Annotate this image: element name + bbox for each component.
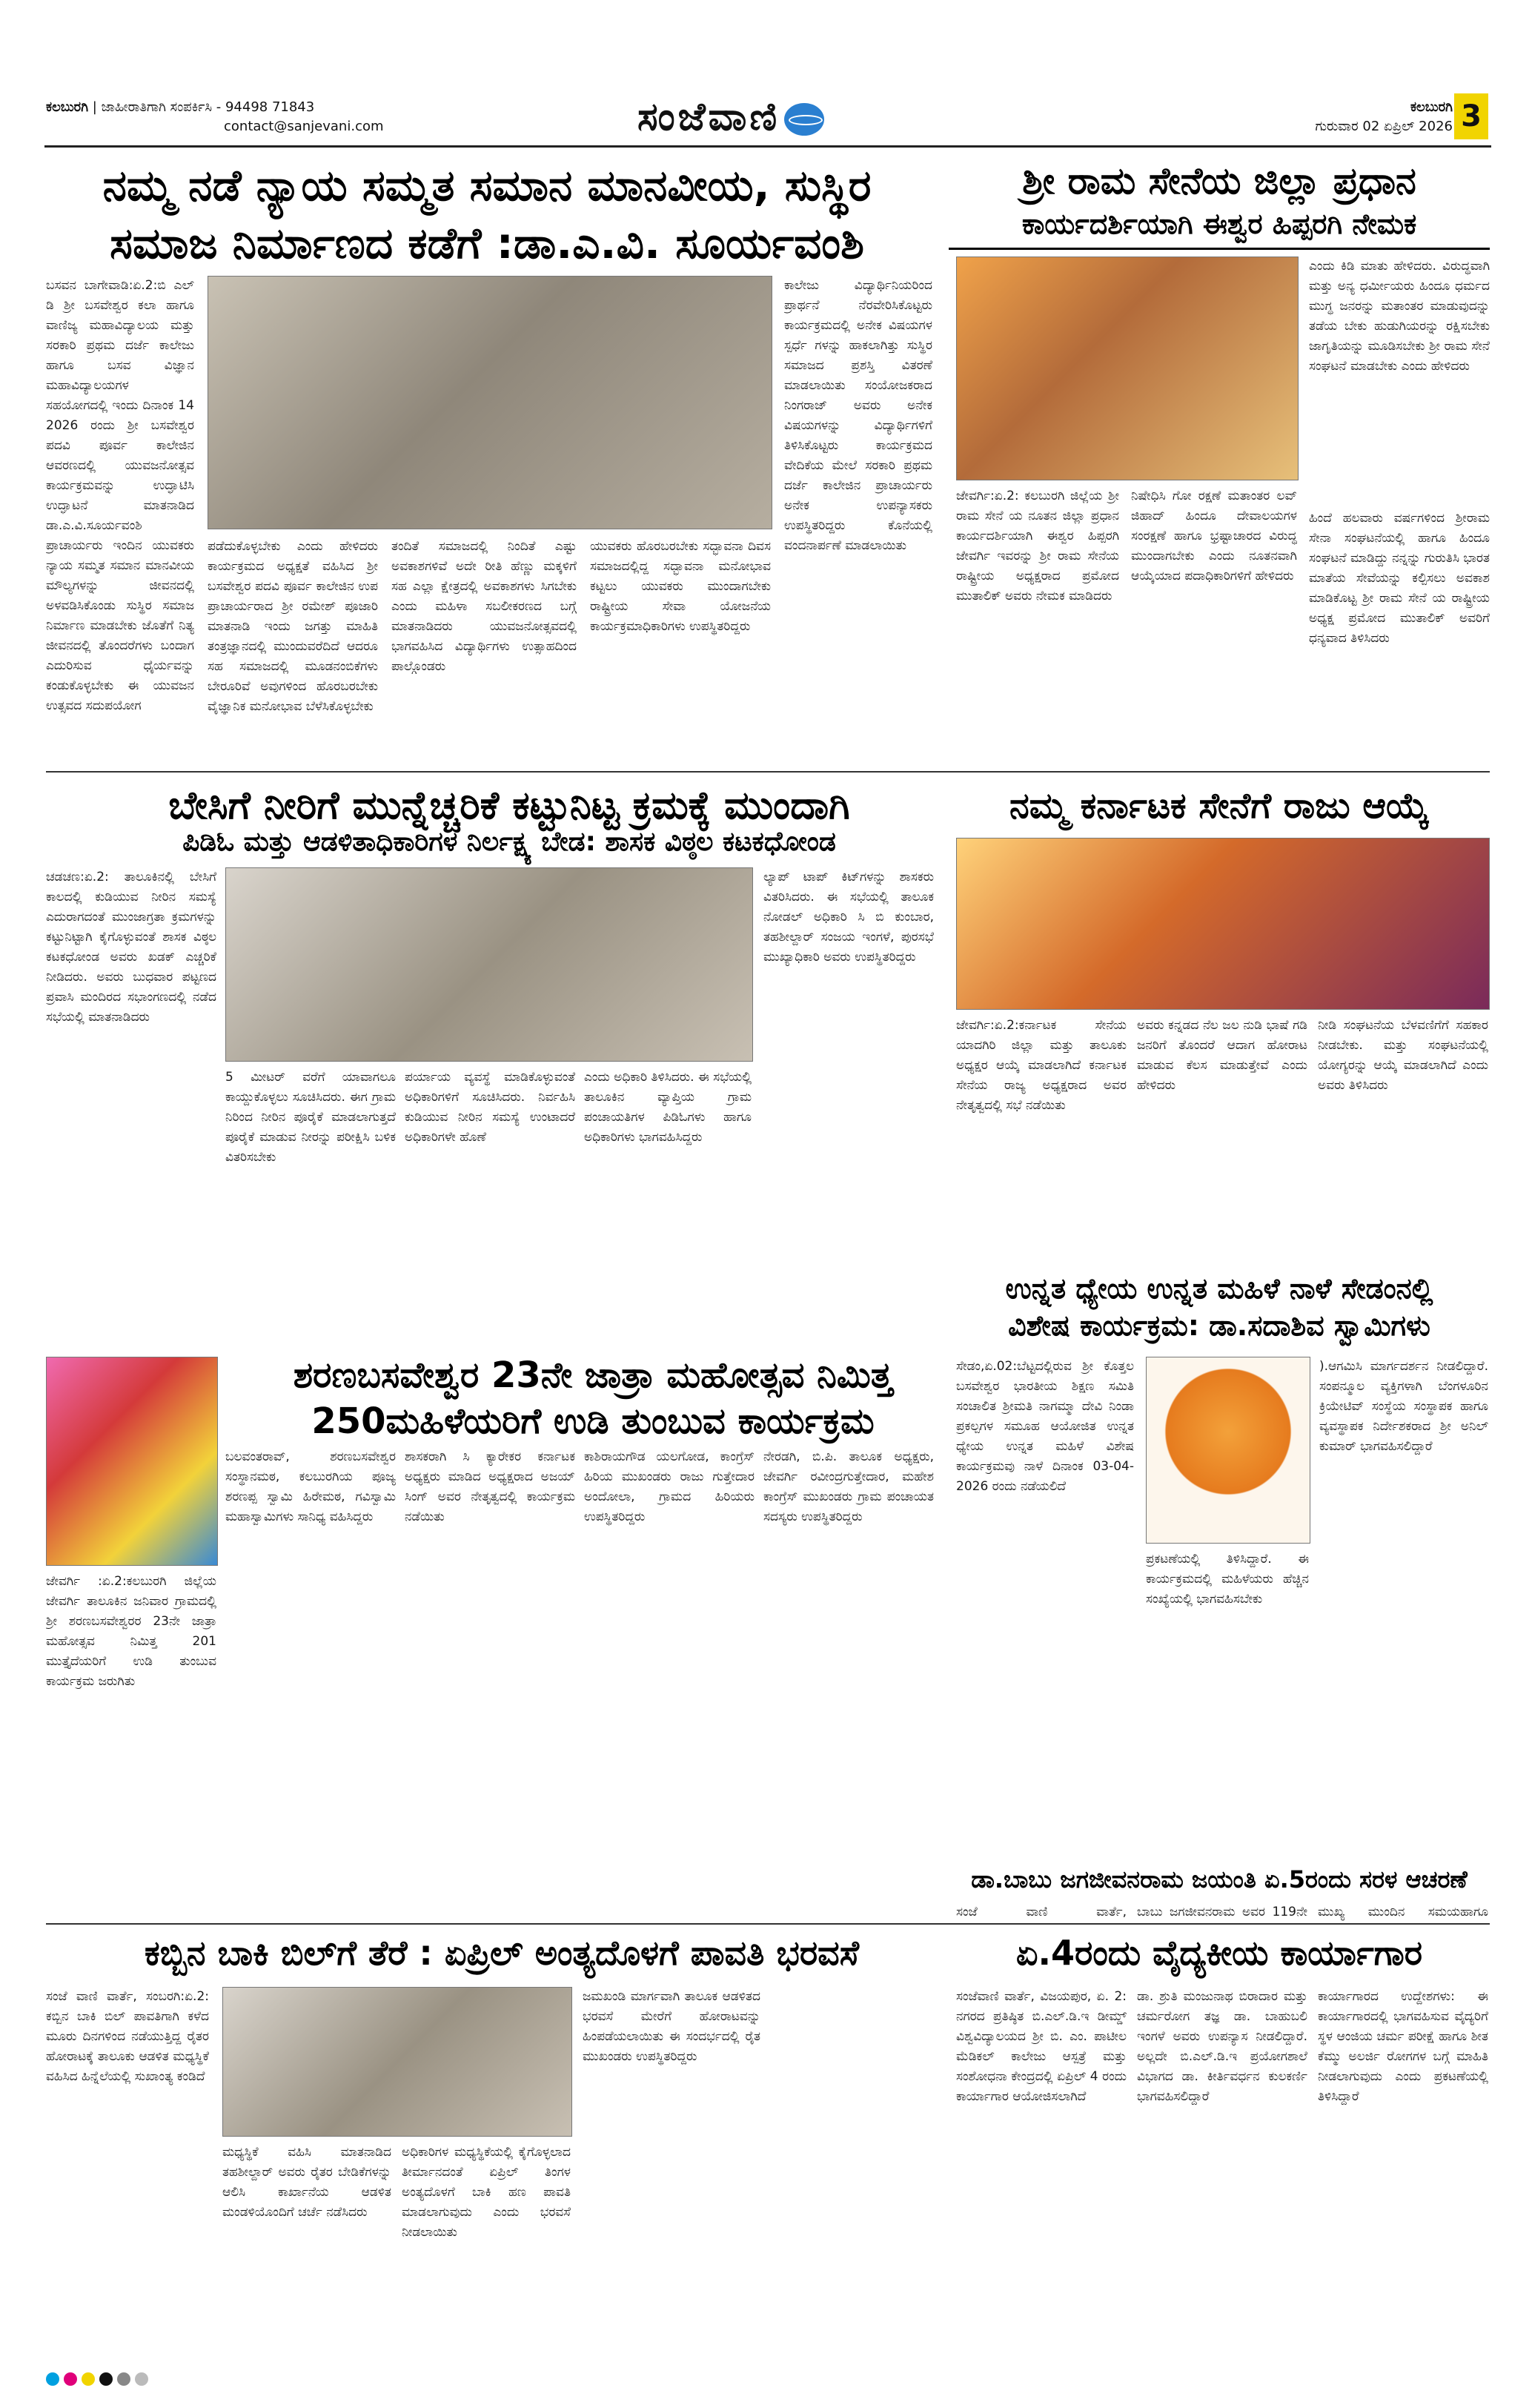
lead-photo — [208, 276, 772, 529]
jatra-headline-2: 250ಮಹಿಳೆಯರಿಗೆ ಉಡಿ ತುಂಬುವ ಕಾರ್ಯಕ್ರಮ — [311, 1400, 875, 1442]
divider-1 — [46, 771, 1490, 773]
ramsene-col-3: ನಿಷೇಧಿಸಿ ಗೋ ರಕ್ಷಣೆ ಮತಾಂತರ ಲವ್ ಜಿಹಾದ್ ಹಿಂದೂ ದೇವಾಲಯಗಳ ಸಂರಕ್ಷಣೆ ಹಾಗೂ ಭ್ರಷ್ಟಾಚಾರದ ವಿರುದ್ಧ ಮುಂದಾಗಬೇಕು ಎಂದು ನೂತನವಾಗಿ ಆಯ್ಕೆಯಾದ ಪದಾಧಿಕಾರಿಗಳಿಗೆ ಹೇಳಿದರು — [1131, 489, 1297, 583]
ramsene-rule — [949, 248, 1490, 250]
vaidya-col-1: ಸಂಜೆವಾಣಿ ವಾರ್ತೆ, ವಿಜಯಪುರ, ಏ. 2: ನಗರದ ಪ್ರತಿಷ್ಠಿತ ಬಿ.ಎಲ್.ಡಿ.ಇ ಡೀಮ್ಡ್ ವಿಶ್ವವಿದ್ಯಾಲಯದ ಶ್ರೀ ಬಿ. ಎಂ. ಪಾಟೀಲ ಮೆಡಿಕಲ್ ಕಾಲೇಜು ಆಸ್ಪತ್ರೆ ಮತ್ತು ಸಂಶೋಧನಾ ಕೇಂದ್ರದಲ್ಲಿ ಏಪ್ರಿಲ್ 4 ರಂದು ಕಾರ್ಯಾಗಾರ ಆಯೋಜಿಸಲಾಗಿದೆ — [956, 1989, 1127, 2104]
magenta-mark — [64, 2372, 77, 2386]
jatra-col-2: ಬಲವಂತರಾವ್, ಶರಣಬಸವೇಶ್ವರ ಸಂಸ್ಥಾನಮಠ, ಕಲಬುರಗಿಯ ಪೂಜ್ಯ ಶರಣಪ್ಪ ಸ್ವಾಮಿ ಹಿರೇಮಠ, ಗವಿಸ್ವಾಮಿ ಮಹಾಸ್ವಾಮಿಗಳು ಸಾನಿಧ್ಯ ವಹಿಸಿದ್ದರು — [225, 1449, 396, 1524]
masthead-city: ಕಲಬುರಗಿ — [46, 99, 89, 115]
raju-col-2: ಅವರು ಕನ್ನಡದ ನೆಲ ಜಲ ನುಡಿ ಭಾಷೆ ಗಡಿ ಜನರಿಗೆ ತೊಂದರೆ ಆದಾಗ ಹೋರಾಟ ಮಾಡುವ ಕೆಲಸ ಮಾಡುತ್ತೇವೆ ಎಂದು ಹೇಳಿದರು — [1137, 1018, 1307, 1093]
kabbu-col-4: ಜಮಖಂಡಿ ಮಾರ್ಗವಾಗಿ ತಾಲೂಕ ಆಡಳಿತದ ಭರವಸೆ ಮೇರೆಗೆ ಹೋರಾಟವನ್ನು ಹಿಂಪಡೆಯಲಾಯಿತು ಈ ಸಂದರ್ಭದಲ್ಲಿ ರೈತ ಮುಖಂಡರು ಉಪಸ್ಥಿತರಿದ್ದರು — [583, 1989, 760, 2064]
kabbu-col-1: ಸಂಜೆ ವಾಣಿ ವಾರ್ತೆ, ಸಂಬರಗಿ:ಏ.2: ಕಬ್ಬಿನ ಬಾಕಿ ಬಿಲ್ ಪಾವತಿಗಾಗಿ ಕಳೆದ ಮೂರು ದಿನಗಳಿಂದ ನಡೆಯುತ್ತಿದ್ದ ರೈತರ ಹೋರಾಟಕ್ಕೆ ತಾಲೂಕು ಆಡಳಿತ ಮಧ್ಯಸ್ಥಿಕೆ ವಹಿಸಿದ ಹಿನ್ನೆಲೆಯಲ್ಲಿ ಸುಖಾಂತ್ಯ ಕಂಡಿದೆ — [46, 1989, 209, 2084]
besige-subhead: ಪಿಡಿಓ ಮತ್ತು ಆಡಳಿತಾಧಿಕಾರಿಗಳ ನಿರ್ಲಕ್ಷ್ಯ ಬೇಡ: ಶಾಸಕ ವಿಠ್ಠಲ ಕಟಕಧೋಂಡ — [182, 827, 836, 857]
masthead-right — [1275, 98, 1453, 136]
unnata-col-1: ಸೇಡಂ,ಏ.02:ಬೆಟ್ಟದಲ್ಲಿರುವ ಶ್ರೀ ಕೊತ್ತಲ ಬಸವೇಶ್ವರ ಭಾರತೀಯ ಶಿಕ್ಷಣ ಸಮಿತಿ ಸಂಚಾಲಿತ ಶ್ರೀಮತಿ ನಾಗಮ್ಮಾ ದೇವಿ ನಿಂಡಾ ಪ್ರಕಲ್ಪಗಳ ಸಮೂಹ ಆಯೋಜಿತ ಉನ್ನತ ಧ್ಯೇಯ ಉನ್ನತ ಮಹಿಳೆ ವಿಶೇಷ ಕಾರ್ಯಕ್ರಮವು ನಾಳೆ ದಿನಾಂಕ 03-04-2026 ರಂದು ನಡೆಯಲಿದೆ — [956, 1359, 1134, 1494]
newspaper-logo — [637, 95, 829, 140]
ramsene-col-1: ಎಂದು ಕಿಡಿ ಮಾತು ಹೇಳಿದರು. ವಿರುದ್ಧವಾಗಿ ಮತ್ತು ಅನ್ಯ ಧರ್ಮೀಯರು ಹಿಂದೂ ಧರ್ಮದ ಮುಗ್ಧ ಜನರನ್ನು ಮತಾಂತರ ಮಾಡುವುದನ್ನು ತಡೆಯ ಬೇಕು ಹುಡುಗಿಯರನ್ನು ರಕ್ಷಿಸಬೇಕು ಜಾಗೃತಿಯನ್ನು ಮೂಡಿಸಬೇಕು ಶ್ರೀ ರಾಮ ಸೇನೆ ಸಂಘಟನೆ ಮಾಡಬೇಕು ಎಂದು ಹೇಳಿದರು — [1309, 259, 1490, 374]
lead-col-5: ಕಾಲೇಜು ವಿದ್ಯಾರ್ಥಿನಿಯರಿಂದ ಪ್ರಾರ್ಥನೆ ನೆರವೇರಿಸಿಕೊಟ್ಟರು ಕಾರ್ಯಕ್ರಮದಲ್ಲಿ ಅನೇಕ ವಿಷಯಗಳ ಸ್ಪರ್ಧೆ ಗಳನ್ನು ಹಾಕಲಾಗಿತ್ತು ಸುಸ್ಥಿರ ಸಮಾಜದ ಪ್ರಶಸ್ತಿ ವಿತರಣೆ ಮಾಡಲಾಯಿತು ಸಂಯೋಜಕರಾದ ನಿಂಗರಾಜ್ ಅವರು ಅನೇಕ ವಿಷಯಗಳನ್ನು ವಿದ್ಯಾರ್ಥಿಗಳಿಗೆ ತಿಳಿಸಿಕೊಟ್ಟರು ಕಾರ್ಯಕ್ರಮದ ವೇದಿಕೆಯ ಮೇಲೆ ಸರಕಾರಿ ಪ್ರಥಮ ದರ್ಜೆ ಕಾಲೇಜಿನ ಪ್ರಾಚಾರ್ಯರು ಅನೇಕ ಉಪನ್ಯಾಸಕರು ಉಪಸ್ಥಿತರಿದ್ದರು ಕೊನೆಯಲ್ಲಿ ವಂದನಾರ್ಪಣೆ ಮಾಡಲಾಯಿತು — [784, 278, 932, 553]
page-number: 3 — [1454, 93, 1488, 139]
lead-col-4: ಯುವಕರು ಹೊರಬರಬೇಕು ಸದ್ಭಾವನಾ ದಿವಸ ಸಮಾಜದಲ್ಲಿದ್ದ ಸದ್ಭಾವನಾ ಮನೋಭಾವ ಕಟ್ಟಲು ಯುವಕರು ಮುಂದಾಗಬೇಕು ರಾಷ್ಟ್ರೀಯ ಸೇವಾ ಯೋಜನೆಯ ಕಾರ್ಯಕ್ರಮಾಧಿಕಾರಿಗಳು ಉಪಸ್ಥಿತರಿದ್ದರು — [590, 539, 771, 634]
grey-mark — [117, 2372, 130, 2386]
jatra-photo — [46, 1357, 218, 1566]
unnata-headline-1: ಉನ್ನತ ಧ್ಯೇಯ ಉನ್ನತ ಮಹಿಳೆ ನಾಳೆ ಸೇಡಂನಲ್ಲಿ — [1005, 1272, 1433, 1305]
masthead-rule — [44, 145, 1491, 148]
kabbu-photo — [222, 1987, 572, 2137]
vaidya-col-2: ಡಾ. ಶ್ರುತಿ ಮಂಜುನಾಥ ಬಿರಾದಾರ ಮತ್ತು ಚರ್ಮರೋಗ ತಜ್ಞ ಡಾ. ಬಾಹುಬಲಿ ಇಂಗಳೆ ಅವರು ಉಪನ್ಯಾಸ ನೀಡಲಿದ್ದಾರೆ. ಅಲ್ಲದೇ ಬಿ.ಎಲ್.ಡಿ.ಇ ಪ್ರಯೋಗಶಾಲೆ ವಿಭಾಗದ ಡಾ. ಕೀರ್ತಿವರ್ಧನ ಕುಲಕರ್ಣಿ ಭಾಗವಹಿಸಲಿದ್ದಾರೆ — [1137, 1989, 1307, 2104]
babu-headline: ಡಾ.ಬಾಬು ಜಗಜೀವನರಾಮ ಜಯಂತಿ ಏ.5ರಂದು ಸರಳ ಆಚರಣೆ — [971, 1865, 1468, 1893]
besige-col-1: ಚಡಚಣ:ಏ.2: ತಾಲೂಕಿನಲ್ಲಿ ಬೇಸಿಗೆ ಕಾಲದಲ್ಲಿ ಕುಡಿಯುವ ನೀರಿನ ಸಮಸ್ಯೆ ಎದುರಾಗದಂತೆ ಮುಂಜಾಗ್ರತಾ ಕ್ರಮಗಳನ್ನು ಕಟ್ಟುನಿಟ್ಟಾಗಿ ಕೈಗೊಳ್ಳುವಂತೆ ಶಾಸಕ ವಿಠ್ಠಲ ಕಟಕಧೋಂಡ ಅವರು ಖಡಕ್ ಎಚ್ಚರಿಕೆ ನೀಡಿದರು. ಅವರು ಬುಧವಾರ ಪಟ್ಟಣದ ಪ್ರವಾಸಿ ಮಂದಿರದ ಸಭಾಂಗಣದಲ್ಲಿ ನಡೆದ ಸಭೆಯಲ್ಲಿ ಮಾತನಾಡಿದರು — [46, 870, 216, 1025]
cyan-mark — [46, 2372, 59, 2386]
divider-2 — [46, 1923, 1490, 1925]
masthead-left — [46, 98, 384, 136]
vaidya-col-3: ಕಾರ್ಯಾಗಾರದ ಉದ್ದೇಶಗಳು: ಈ ಕಾರ್ಯಾಗಾರದಲ್ಲಿ ಭಾಗವಹಿಸುವ ವೈದ್ಯರಿಗೆ ಸ್ಥಳ ಆಂಜಿಯ ಚರ್ಮ ಪರೀಕ್ಷೆ ಹಾಗೂ ಶೀತ ಕೆಮ್ಮು ಅಲರ್ಜಿ ರೋಗಗಳ ಬಗ್ಗೆ ಮಾಹಿತಿ ನೀಡಲಾಗುವುದು ಎಂದು ಪ್ರಕಟಣೆಯಲ್ಲಿ ತಿಳಿಸಿದ್ದಾರೆ — [1318, 1989, 1488, 2104]
raju-col-1: ಜೇವರ್ಗಿ:ಏ.2:ಕರ್ನಾಟಕ ಸೇನೆಯ ಯಾದಗಿರಿ ಜಿಲ್ಲಾ ಮತ್ತು ತಾಲೂಕು ಅಧ್ಯಕ್ಷರ ಆಯ್ಕೆ ಮಾಡಲಾಗಿದೆ ಕರ್ನಾಟಕ ಸೇನೆಯ ರಾಜ್ಯ ಅಧ್ಯಕ್ಷರಾದ ಅವರ ನೇತೃತ್ವದಲ್ಲಿ ಸಭೆ ನಡೆಯಿತು — [956, 1018, 1127, 1113]
kabbu-col-2: ಮಧ್ಯಸ್ಥಿಕೆ ವಹಿಸಿ ಮಾತನಾಡಿದ ತಹಶೀಲ್ದಾರ್ ಅವರು ರೈತರ ಬೇಡಿಕೆಗಳನ್ನು ಆಲಿಸಿ ಕಾರ್ಖಾನೆಯ ಆಡಳಿತ ಮಂಡಳಿಯೊಂದಿಗೆ ಚರ್ಚೆ ನಡೆಸಿದರು — [222, 2145, 391, 2220]
besige-col-5: ಲ್ಯಾಪ್ ಟಾಪ್ ಕಿಟ್‌ಗಳನ್ನು ಶಾಸಕರು ವಿತರಿಸಿದರು. ಈ ಸಭೆಯಲ್ಲಿ ತಾಲೂಕ ನೋಡಲ್ ಅಧಿಕಾರಿ ಸಿ ಬಿ ಕುಂಬಾರ, ತಹಶೀಲ್ದಾರ್ ಸಂಜಯ ಇಂಗಳೆ, ಪುರಸಭೆ ಮುಖ್ಯಾಧಿಕಾರಿ ಅವರು ಉಪಸ್ಥಿತರಿದ್ದರು — [763, 870, 934, 965]
jatra-headline-1: ಶರಣಬಸವೇಶ್ವರ 23ನೇ ಜಾತ್ರಾ ಮಹೋತ್ಸವ ನಿಮಿತ್ತ — [293, 1354, 893, 1396]
besige-photo — [225, 867, 753, 1062]
unnata-caption: ಪ್ರಕಟಣೆಯಲ್ಲಿ ತಿಳಿಸಿದ್ದಾರೆ. ಈ ಕಾರ್ಯಕ್ರಮದಲ್ಲಿ ಮಹಿಳೆಯರು ಹೆಚ್ಚಿನ ಸಂಖ್ಯೆಯಲ್ಲಿ ಭಾಗವಹಿಸಬೇಕು — [1146, 1552, 1309, 1607]
jatra-col-3: ಶಾಸಕರಾಗಿ ಸಿ ಕ್ಯಾರೇಕರ ಕರ್ನಾಟಕ ಅಧ್ಯಕ್ಷರು ಮಾಡಿದ ಅಧ್ಯಕ್ಷರಾದ ಅಜಯ್ ಸಿಂಗ್ ಅವರ ನೇತೃತ್ವದಲ್ಲಿ ಕಾರ್ಯಕ್ರಮ ನಡೆಯಿತು — [405, 1449, 575, 1524]
globe-icon — [784, 103, 824, 136]
lightgrey-mark — [135, 2372, 148, 2386]
unnata-headline-2: ವಿಶೇಷ ಕಾರ್ಯಕ್ರಮ: ಡಾ.ಸದಾಶಿವ ಸ್ವಾಮಿಗಳು — [1008, 1309, 1430, 1342]
jatra-col-4: ಕಾಶಿರಾಯಗೌಡ ಯಲಗೋಡ, ಕಾಂಗ್ರೆಸ್ ಹಿರಿಯ ಮುಖಂಡರು ರಾಜು ಗುತ್ತೇದಾರ ಅಂದೋಲಾ, ಗ್ರಾಮದ ಹಿರಿಯರು ಉಪಸ್ಥಿತರಿದ್ದರು — [584, 1449, 755, 1524]
lead-col-1: ಬಸವನ ಬಾಗೇವಾಡಿ:ಏ.2:ಬಿ ಎಲ್ ಡಿ ಶ್ರೀ ಬಸವೇಶ್ವರ ಕಲಾ ಹಾಗೂ ವಾಣಿಜ್ಯ ಮಹಾವಿದ್ಯಾಲಯ ಮತ್ತು ಸರಕಾರಿ ಪ್ರಥಮ ದರ್ಜೆ ಕಾಲೇಜು ಹಾಗೂ ಬಸವ ವಿಜ್ಞಾನ ಮಹಾವಿದ್ಯಾಲಯಗಳ ಸಹಯೋಗದಲ್ಲಿ ಇಂದು ದಿನಾಂಕ 14 2026 ರಂದು ಶ್ರೀ ಬಸವೇಶ್ವರ ಪದವಿ ಪೂರ್ವ ಕಾಲೇಜಿನ ಆವರಣದಲ್ಲಿ ಯುವಜನೋತ್ಸವ ಕಾರ್ಯಕ್ರಮವನ್ನು ಉದ್ಘಾಟಿಸಿ ಉದ್ಘಾಟನೆ ಮಾತನಾಡಿದ ಡಾ.ಎ.ವಿ.ಸೂರ್ಯವಂಶಿ ಪ್ರಾಚಾರ್ಯರು ಇಂದಿನ ಯುವಕರು ನ್ಯಾಯ ಸಮ್ಮತ ಸಮಾನ ಮಾನವೀಯ ಮೌಲ್ಯಗಳನ್ನು ಜೀವನದಲ್ಲಿ ಅಳವಡಿಸಿಕೊಂಡು ಸುಸ್ಥಿರ ಸಮಾಜ ನಿರ್ಮಾಣ ಮಾಡಬೇಕು ಜೊತೆಗೆ ನಿತ್ಯ ಜೀವನದಲ್ಲಿ ತೊಂದರೆಗಳು ಬಂದಾಗ ಎದುರಿಸುವ ಧೈರ್ಯವನ್ನು ಕಂಡುಕೊಳ್ಳಬೇಕು ಈ ಯುವಜನ ಉತ್ಸವದ ಸದುಪಯೋಗ — [46, 278, 194, 713]
swami-photo — [1146, 1357, 1310, 1544]
registration-marks — [46, 2372, 153, 2389]
lead-headline-2: ಸಮಾಜ ನಿರ್ಮಾಣದ ಕಡೆಗೆ :ಡಾ.ಎ.ವಿ. ಸೂರ್ಯವಂಶಿ — [110, 218, 864, 268]
babu-col-3: ಮುಖ್ಯ ಮುಂದಿನ ಸಮಯಹಾಗೂ — [1318, 1905, 1488, 1919]
ramsene-col-4: ಹಿಂದೆ ಹಲವಾರು ವರ್ಷಗಳಿಂದ ಶ್ರೀರಾಮ ಸೇನಾ ಸಂಘಟನೆಯಲ್ಲಿ ಹಾಗೂ ಹಿಂದೂ ಸಂಘಟನೆ ಮಾಡಿದ್ದು ನನ್ನನ್ನು ಗುರುತಿಸಿ ಭಾರತ ಮಾತೆಯ ಸೇವೆಯನ್ನು ಕಲ್ಪಿಸಲು ಅವಕಾಶ ಮಾಡಿಕೊಟ್ಟ ಶ್ರೀ ರಾಮ ಸೇನೆ ಯ ರಾಷ್ಟ್ರೀಯ ಅಧ್ಯಕ್ಷ ಪ್ರಮೋದ ಮುತಾಲಿಕ್ ಅವರಿಗೆ ಧನ್ಯವಾದ ತಿಳಿಸಿದರು — [1309, 511, 1490, 646]
raju-headline: ನಮ್ಮ ಕರ್ನಾಟಕ ಸೇನೆಗೆ ರಾಜು ಆಯ್ಕೆ — [1009, 785, 1429, 827]
ramsene-col-2: ಜೇವರ್ಗಿ:ಏ.2: ಕಲಬುರಗಿ ಜಿಲ್ಲೆಯ ಶ್ರೀ ರಾಮ ಸೇನೆ ಯ ನೂತನ ಜಿಲ್ಲಾ ಪ್ರಧಾನ ಕಾರ್ಯದರ್ಶಿಯಾಗಿ ಈಶ್ವರ ಹಿಪ್ಪರಗಿ ಜೇವರ್ಗಿ ಇವರನ್ನು ಶ್ರೀ ರಾಮ ಸೇನೆಯ ರಾಷ್ಟ್ರೀಯ ಅಧ್ಯಕ್ಷರಾದ ಪ್ರಮೋದ ಮುತಾಲಿಕ್ ಅವರು ನೇಮಕ ಮಾಡಿದರು — [956, 489, 1119, 603]
vaidya-headline: ಏ.4ರಂದು ವೈದ್ಯಕೀಯ ಕಾರ್ಯಾಗಾರ — [1015, 1933, 1423, 1973]
kabbu-headline: ಕಬ್ಬಿನ ಬಾಕಿ ಬಿಲ್‌ಗೆ ತೆರೆ : ಏಪ್ರಿಲ್ ಅಂತ್ಯದೊಳಗೆ ಪಾವತಿ ಭರವಸೆ — [145, 1933, 859, 1973]
masthead-contact: | ಜಾಹೀರಾತಿಗಾಗಿ ಸಂಪರ್ಕಿಸಿ - 94498 71843 — [92, 99, 315, 115]
raju-photo — [956, 838, 1490, 1010]
jatra-col-1: ಜೇವರ್ಗಿ :ಏ.2:ಕಲಬುರಗಿ ಜಿಲ್ಲೆಯ ಜೇವರ್ಗಿ ತಾಲೂಕಿನ ಜನಿವಾರ ಗ್ರಾಮದಲ್ಲಿ ಶ್ರೀ ಶರಣಬಸವೇಶ್ವರರ 23ನೇ ಜಾತ್ರಾ ಮಹೋತ್ಸವ ನಿಮಿತ್ತ 201 ಮುತ್ತೈದೆಯರಿಗೆ ಉಡಿ ತುಂಬುವ ಕಾರ್ಯಕ್ರಮ ಜರುಗಿತು — [46, 1574, 216, 1689]
black-mark — [99, 2372, 113, 2386]
yellow-mark — [82, 2372, 95, 2386]
ramsene-headline-1: ಶ್ರೀ ರಾಮ ಸೇನೆಯ ಜಿಲ್ಲಾ ಪ್ರಧಾನ — [1022, 159, 1416, 202]
lead-headline-1: ನಮ್ಮ ನಡೆ ನ್ಯಾಯ ಸಮ್ಮತ ಸಮಾನ ಮಾನವೀಯ, ಸುಸ್ಥಿರ — [102, 160, 872, 211]
babu-col-2: ಬಾಬು ಜಗಜೀವನರಾಮ ಅವರ 119ನೇ — [1137, 1905, 1307, 1919]
ramsene-headline-2: ಕಾರ್ಯದರ್ಶಿಯಾಗಿ ಈಶ್ವರ ಹಿಪ್ಪರಗಿ ನೇಮಕ — [1021, 208, 1417, 240]
besige-col-4: ಎಂದು ಅಧಿಕಾರಿ ತಿಳಿಸಿದರು. ಈ ಸಭೆಯಲ್ಲಿ ತಾಲೂಕಿನ ವ್ಯಾಪ್ತಿಯ ಗ್ರಾಮ ಪಂಚಾಯತಿಗಳ ಪಿಡಿಓಗಳು ಹಾಗೂ ಅಧಿಕಾರಿಗಳು ಭಾಗವಹಿಸಿದ್ದರು — [584, 1070, 752, 1145]
kabbu-col-3: ಅಧಿಕಾರಿಗಳ ಮಧ್ಯಸ್ಥಿಕೆಯಲ್ಲಿ ಕೈಗೊಳ್ಳಲಾದ ತೀರ್ಮಾನದಂತೆ ಏಪ್ರಿಲ್ ತಿಂಗಳ ಅಂತ್ಯದೊಳಗೆ ಬಾಕಿ ಹಣ ಪಾವತಿ ಮಾಡಲಾಗುವುದು ಎಂದು ಭರವಸೆ ನೀಡಲಾಯಿತು — [402, 2145, 571, 2240]
unnata-col-2: ).ಆಗಮಿಸಿ ಮಾರ್ಗದರ್ಶನ ನೀಡಲಿದ್ದಾರೆ. ಸಂಪನ್ಮೂಲ ವ್ಯಕ್ತಿಗಳಾಗಿ ಬೆಂಗಳೂರಿನ ಕ್ರಿಯೇಟಿವ್ ಸಂಸ್ಥೆಯ ಸಂಸ್ಥಾಪಕ ಹಾಗೂ ವ್ಯವಸ್ಥಾಪಕ ನಿರ್ದೇಶಕರಾದ ಶ್ರೀ ಅನಿಲ್ ಕುಮಾರ್ ಭಾಗವಹಿಸಲಿದ್ದಾರೆ — [1319, 1359, 1488, 1454]
ramsene-photo — [956, 257, 1299, 480]
logo-text: ಸಂಜೆವಾಣಿ — [637, 95, 780, 139]
besige-col-2: 5 ಮೀಟರ್ ವರೆಗೆ ಯಾವಾಗಲೂ ಕಾಯ್ದುಕೊಳ್ಳಲು ಸೂಚಿಸಿದರು. ಈಗ ಗ್ರಾಮ ನಿರಿಂದ ನೀರಿನ ಪೂರೈಕೆ ಮಾಡಲಾಗುತ್ತದೆ ಪೂರೈಕೆ ಮಾಡುವ ನೀರನ್ನು ಪರೀಕ್ಷಿಸಿ ಬಳಿಕ ವಿತರಿಸಬೇಕು — [225, 1070, 396, 1165]
masthead-email[interactable]: contact@sanjevani.com — [224, 119, 384, 134]
jatra-col-5: ನೇರಡಗಿ, ಬಿ.ಪಿ. ತಾಲೂಕ ಅಧ್ಯಕ್ಷರು, ಜೇವರ್ಗಿ ರವೀಂದ್ರಗುತ್ತೇದಾರ, ಮಹೇಶ ಕಾಂಗ್ರೆಸ್ ಮುಖಂಡರು ಗ್ರಾಮ ಪಂಚಾಯತ ಸದಸ್ಯರು ಉಪಸ್ಥಿತರಿದ್ದರು — [763, 1449, 934, 1524]
issue-date: ಗುರುವಾರ 02 ಏಪ್ರಿಲ್ 2026 — [1315, 119, 1453, 134]
lead-col-3: ತಂದಿತೆ ಸಮಾಜದಲ್ಲಿ ನಿಂದಿತೆ ಎಷ್ಟು ಅವಕಾಶಗಳಿವೆ ಅದೇ ರೀತಿ ಹೆಣ್ಣು ಮಕ್ಕಳಿಗೆ ಸಹ ಎಲ್ಲಾ ಕ್ಷೇತ್ರದಲ್ಲಿ ಅವಕಾಶಗಳು ಸಿಗಬೇಕು ಎಂದು ಮಹಿಳಾ ಸಬಲೀಕರಣದ ಬಗ್ಗೆ ಮಾತನಾಡಿದರು ಯುವಜನೋತ್ಸವದಲ್ಲಿ ಭಾಗವಹಿಸಿದ ವಿದ್ಯಾರ್ಥಿಗಳು ಉತ್ಸಾಹದಿಂದ ಪಾಲ್ಗೊಂಡರು — [391, 539, 577, 674]
masthead-city-right: ಕಲಬುರಗಿ — [1410, 99, 1453, 115]
babu-col-1: ಸಂಜೆ ವಾಣಿ ವಾರ್ತೆ, — [956, 1905, 1127, 1919]
besige-col-3: ಪರ್ಯಾಯ ವ್ಯವಸ್ಥೆ ಮಾಡಿಕೊಳ್ಳುವಂತೆ ಅಧಿಕಾರಿಗಳಿಗೆ ಸೂಚಿಸಿದರು. ನಿರ್ವಹಿಸಿ ಕುಡಿಯುವ ನೀರಿನ ಸಮಸ್ಯೆ ಉಂಟಾದರೆ ಅಧಿಕಾರಿಗಳೇ ಹೊಣೆ — [405, 1070, 575, 1145]
besige-headline: ಬೇಸಿಗೆ ನೀರಿಗೆ ಮುನ್ನೆಚ್ಚರಿಕೆ ಕಟ್ಟುನಿಟ್ಟ ಕ್ರಮಕ್ಕೆ ಮುಂದಾಗಿ — [168, 784, 850, 828]
lead-col-2: ಪಡೆದುಕೊಳ್ಳಬೇಕು ಎಂದು ಹೇಳಿದರು ಕಾರ್ಯಕ್ರಮದ ಅಧ್ಯಕ್ಷತೆ ವಹಿಸಿದ ಶ್ರೀ ಬಸವೇಶ್ವರ ಪದವಿ ಪೂರ್ವ ಕಾಲೇಜಿನ ಉಪ ಪ್ರಾಚಾರ್ಯರಾದ ಶ್ರೀ ರಮೇಶ್ ಪೂಜಾರಿ ಮಾತನಾಡಿ ಇಂದು ಜಗತ್ತು ಮಾಹಿತಿ ತಂತ್ರಜ್ಞಾನದಲ್ಲಿ ಮುಂದುವರೆದಿದೆ ಆದರೂ ಸಹ ಸಮಾಜದಲ್ಲಿ ಮೂಡನಂಬಿಕೆಗಳು ಬೇರೂರಿವೆ ಅವುಗಳಿಂದ ಹೊರಬರಬೇಕು ವೈಜ್ಞಾನಿಕ ಮನೋಭಾವ ಬೆಳೆಸಿಕೊಳ್ಳಬೇಕು — [208, 539, 378, 714]
raju-col-3: ನೀಡಿ ಸಂಘಟನೆಯ ಬೆಳವಣಿಗೆಗೆ ಸಹಕಾರ ನೀಡಬೇಕು. ಮತ್ತು ಸಂಘಟನೆಯಲ್ಲಿ ಯೋಗ್ಯರನ್ನು ಆಯ್ಕೆ ಮಾಡಲಾಗಿದೆ ಎಂದು ಅವರು ತಿಳಿಸಿದರು — [1318, 1018, 1488, 1093]
